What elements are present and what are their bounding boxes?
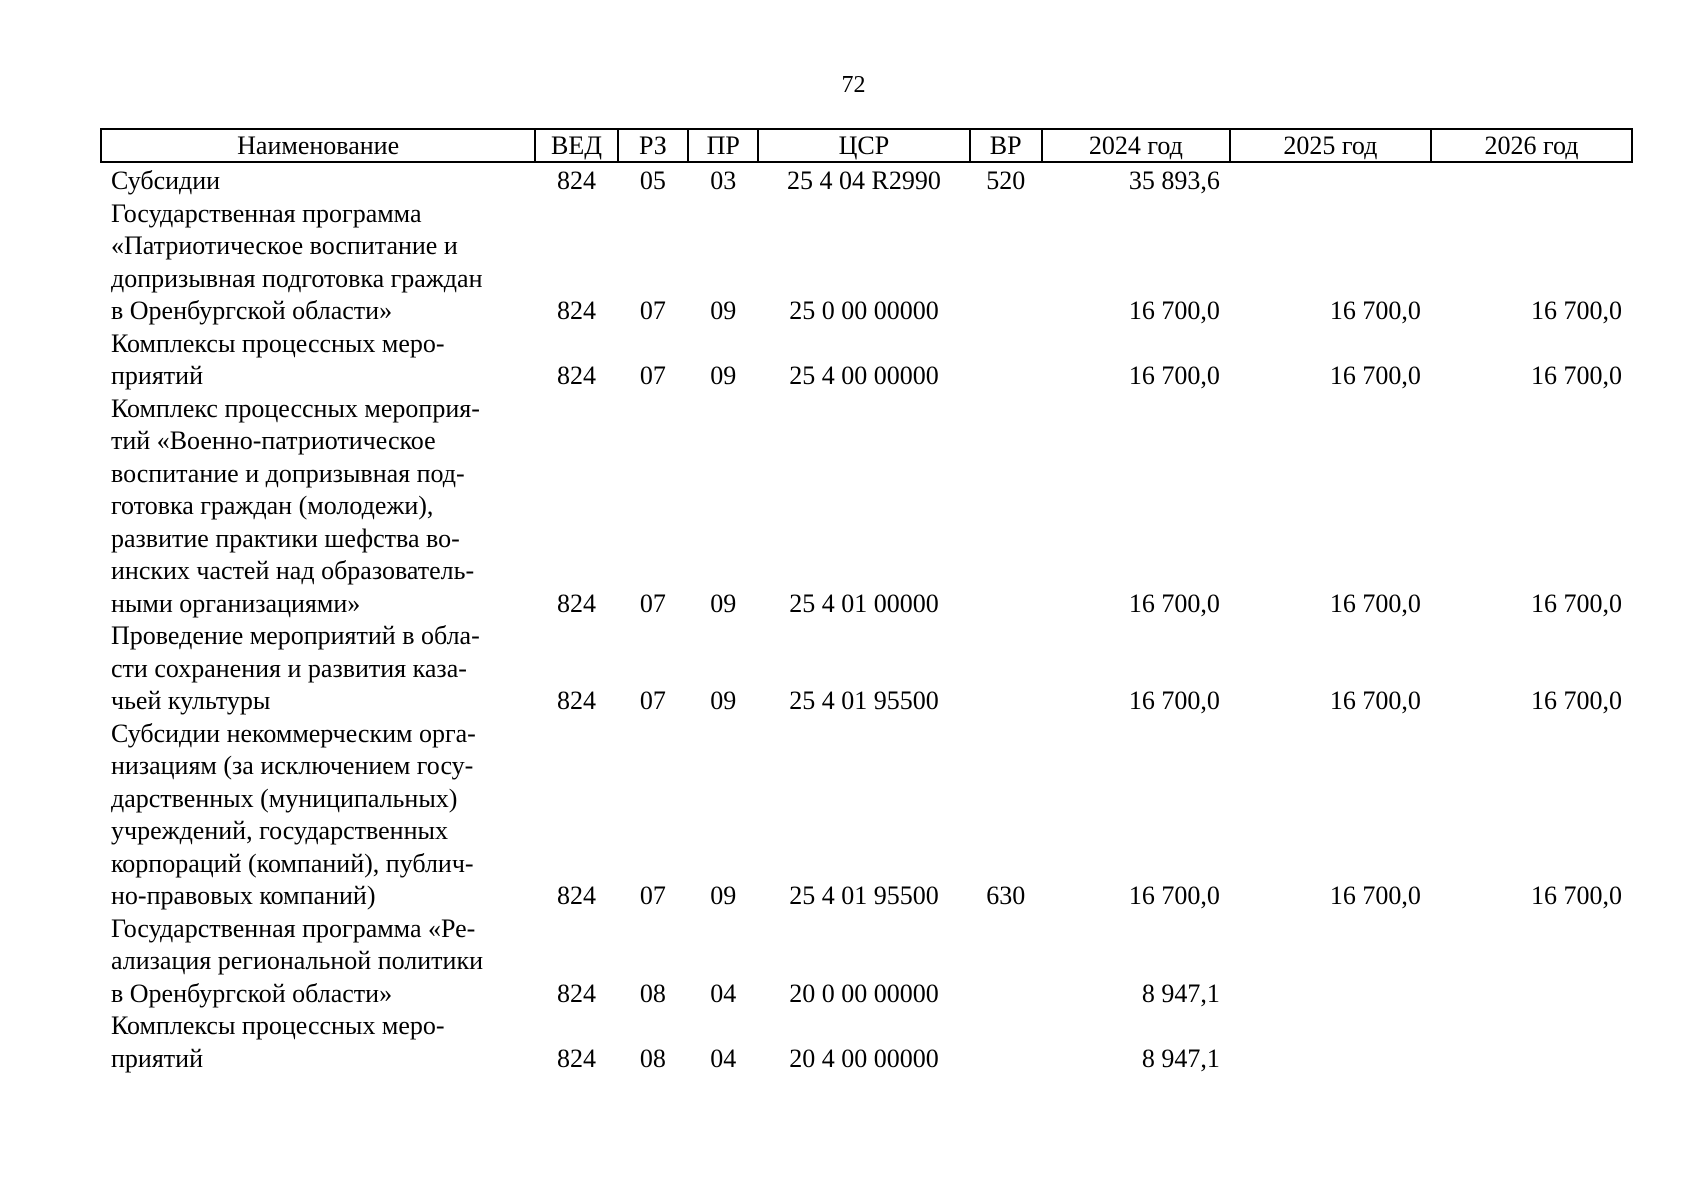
- cell-name-line: тий «Военно-патриотическое: [111, 426, 436, 455]
- cell-name-line: низациям (за исключением госу-: [111, 751, 474, 780]
- cell-2024: 8 947,1: [1141, 1043, 1220, 1073]
- header-rz: РЗ: [618, 129, 688, 162]
- cell-csr: 25 4 01 95500: [789, 881, 939, 910]
- cell-2026: 16 700,0: [1531, 296, 1622, 325]
- cell-rz: 07: [639, 361, 666, 390]
- cell-2026: 16 700,0: [1531, 361, 1622, 390]
- cell-2024: 16 700,0: [1128, 296, 1220, 325]
- header-2026: 2026 год: [1431, 129, 1632, 162]
- cell-rz: 07: [639, 588, 666, 618]
- page-number: 72: [841, 72, 866, 98]
- cell-pr: 03: [710, 166, 737, 195]
- cell-csr: 25 4 01 95500: [789, 686, 939, 715]
- cell-name: [101, 162, 535, 198]
- cell-name-line: ализация региональной политики: [111, 946, 483, 975]
- cell-name-line: сти сохранения и развития каза-: [111, 653, 467, 683]
- cell-rz: 05: [639, 166, 666, 195]
- cell-csr: 20 4 00 00000: [789, 1043, 939, 1073]
- table-row: [101, 162, 1632, 198]
- table-row: [101, 718, 1632, 913]
- cell-csr: 25 4 04 R2990: [787, 166, 941, 195]
- cell-2024: 8 947,1: [1141, 978, 1220, 1008]
- cell-2025: [1230, 162, 1431, 198]
- cell-2024: 35 893,6: [1128, 166, 1220, 195]
- cell-name-line: Комплексы процессных меро-: [111, 1011, 445, 1040]
- cell-name-line: учреждений, государственных: [111, 816, 448, 845]
- cell-2026: 16 700,0: [1531, 881, 1622, 910]
- table-row: [101, 913, 1632, 1011]
- cell-pr: 04: [710, 978, 737, 1008]
- table-body: [101, 162, 1632, 1075]
- cell-name-line: допризывная подготовка граждан: [111, 263, 483, 293]
- cell-vr: [970, 328, 1042, 393]
- cell-pr: 09: [710, 588, 737, 618]
- header-vr: ВР: [970, 129, 1042, 162]
- cell-rz: 07: [639, 686, 666, 715]
- cell-rz: 08: [639, 1043, 666, 1073]
- cell-vr: [970, 198, 1042, 328]
- cell-vr: [970, 393, 1042, 621]
- budget-table: [100, 128, 1633, 1075]
- cell-ved: 824: [556, 686, 596, 715]
- cell-name: [101, 393, 535, 621]
- cell-2026: 16 700,0: [1531, 588, 1622, 618]
- header-2025: 2025 год: [1230, 129, 1431, 162]
- cell-ved: 824: [556, 1043, 596, 1073]
- cell-2025: 16 700,0: [1329, 296, 1421, 325]
- cell-2025: 16 700,0: [1329, 881, 1421, 910]
- header-ved: ВЕД: [535, 129, 617, 162]
- cell-name-line: в Оренбургской области»: [111, 296, 393, 325]
- cell-csr: 20 0 00 00000: [789, 978, 939, 1008]
- cell-name: [101, 198, 535, 328]
- cell-name-line: Субсидии некоммерческим орга-: [111, 718, 476, 748]
- cell-name: [101, 718, 535, 913]
- cell-rz: 07: [639, 881, 666, 910]
- cell-rz: 07: [639, 296, 666, 325]
- cell-name-line: приятий: [111, 361, 203, 390]
- cell-name: [101, 1010, 535, 1075]
- cell-pr: 09: [710, 296, 737, 325]
- cell-name-line: инских частей над образователь-: [111, 556, 475, 585]
- cell-2026: [1431, 1010, 1632, 1075]
- cell-vr: 520: [986, 166, 1026, 195]
- cell-pr: 09: [710, 686, 737, 715]
- cell-name-line: «Патриотическое воспитание и: [111, 231, 458, 260]
- cell-ved: 824: [556, 978, 596, 1008]
- cell-name-line: Проведение мероприятий в обла-: [111, 621, 480, 650]
- table-header-row: [101, 129, 1632, 162]
- cell-2025: 16 700,0: [1329, 686, 1421, 715]
- cell-vr: [970, 913, 1042, 1011]
- cell-2025: [1230, 1010, 1431, 1075]
- table-row: [101, 1010, 1632, 1075]
- cell-name-line: приятий: [111, 1043, 203, 1073]
- cell-name-line: Государственная программа: [111, 198, 422, 228]
- cell-name-line: развитие практики шефства во-: [111, 523, 460, 553]
- cell-2026: 16 700,0: [1531, 686, 1622, 715]
- cell-2024: 16 700,0: [1128, 686, 1220, 715]
- header-2024: 2024 год: [1042, 129, 1230, 162]
- header-name: Наименование: [101, 129, 535, 162]
- cell-ved: 824: [556, 296, 596, 325]
- cell-name-line: воспитание и допризывная под-: [111, 458, 465, 488]
- cell-name-line: готовка граждан (молодежи),: [111, 491, 434, 520]
- cell-2026: [1431, 162, 1632, 198]
- table-row: [101, 328, 1632, 393]
- cell-name: [101, 913, 535, 1011]
- cell-2025: 16 700,0: [1329, 588, 1421, 618]
- cell-name: [101, 328, 535, 393]
- cell-name-line: Комплекс процессных мероприя-: [111, 393, 480, 423]
- cell-pr: 09: [710, 881, 737, 910]
- cell-vr: [970, 620, 1042, 718]
- cell-vr: [970, 1010, 1042, 1075]
- cell-csr: 25 0 00 00000: [789, 296, 939, 325]
- cell-pr: 09: [710, 361, 737, 390]
- cell-ved: 824: [556, 166, 596, 195]
- cell-2024: 16 700,0: [1128, 881, 1220, 910]
- cell-ved: 824: [556, 588, 596, 618]
- cell-vr: 630: [986, 881, 1026, 910]
- cell-name-line: Комплексы процессных меро-: [111, 328, 445, 358]
- header-csr: ЦСР: [758, 129, 969, 162]
- cell-ved: 824: [556, 361, 596, 390]
- cell-csr: 25 4 00 00000: [789, 361, 939, 390]
- cell-2024: 16 700,0: [1128, 588, 1220, 618]
- table-row: [101, 393, 1632, 621]
- cell-name-line: в Оренбургской области»: [111, 978, 393, 1008]
- cell-name-line: Государственная программа «Ре-: [111, 913, 476, 943]
- cell-2025: 16 700,0: [1329, 361, 1421, 390]
- cell-name-line: Субсидии: [111, 166, 221, 195]
- header-pr: ПР: [688, 129, 758, 162]
- cell-csr: 25 4 01 00000: [789, 588, 939, 618]
- cell-rz: 08: [639, 978, 666, 1008]
- cell-pr: 04: [710, 1043, 737, 1073]
- cell-name: [101, 620, 535, 718]
- cell-name-line: чьей культуры: [111, 686, 271, 715]
- cell-name-line: корпораций (компаний), публич-: [111, 848, 474, 878]
- cell-name-line: но-правовых компаний): [111, 881, 376, 910]
- cell-name-line: ными организациями»: [111, 588, 361, 618]
- cell-name-line: дарственных (муниципальных): [111, 783, 458, 813]
- table-row: [101, 198, 1632, 328]
- cell-ved: 824: [556, 881, 596, 910]
- cell-2025: [1230, 913, 1431, 1011]
- table-row: [101, 620, 1632, 718]
- cell-2026: [1431, 913, 1632, 1011]
- cell-2024: 16 700,0: [1128, 361, 1220, 390]
